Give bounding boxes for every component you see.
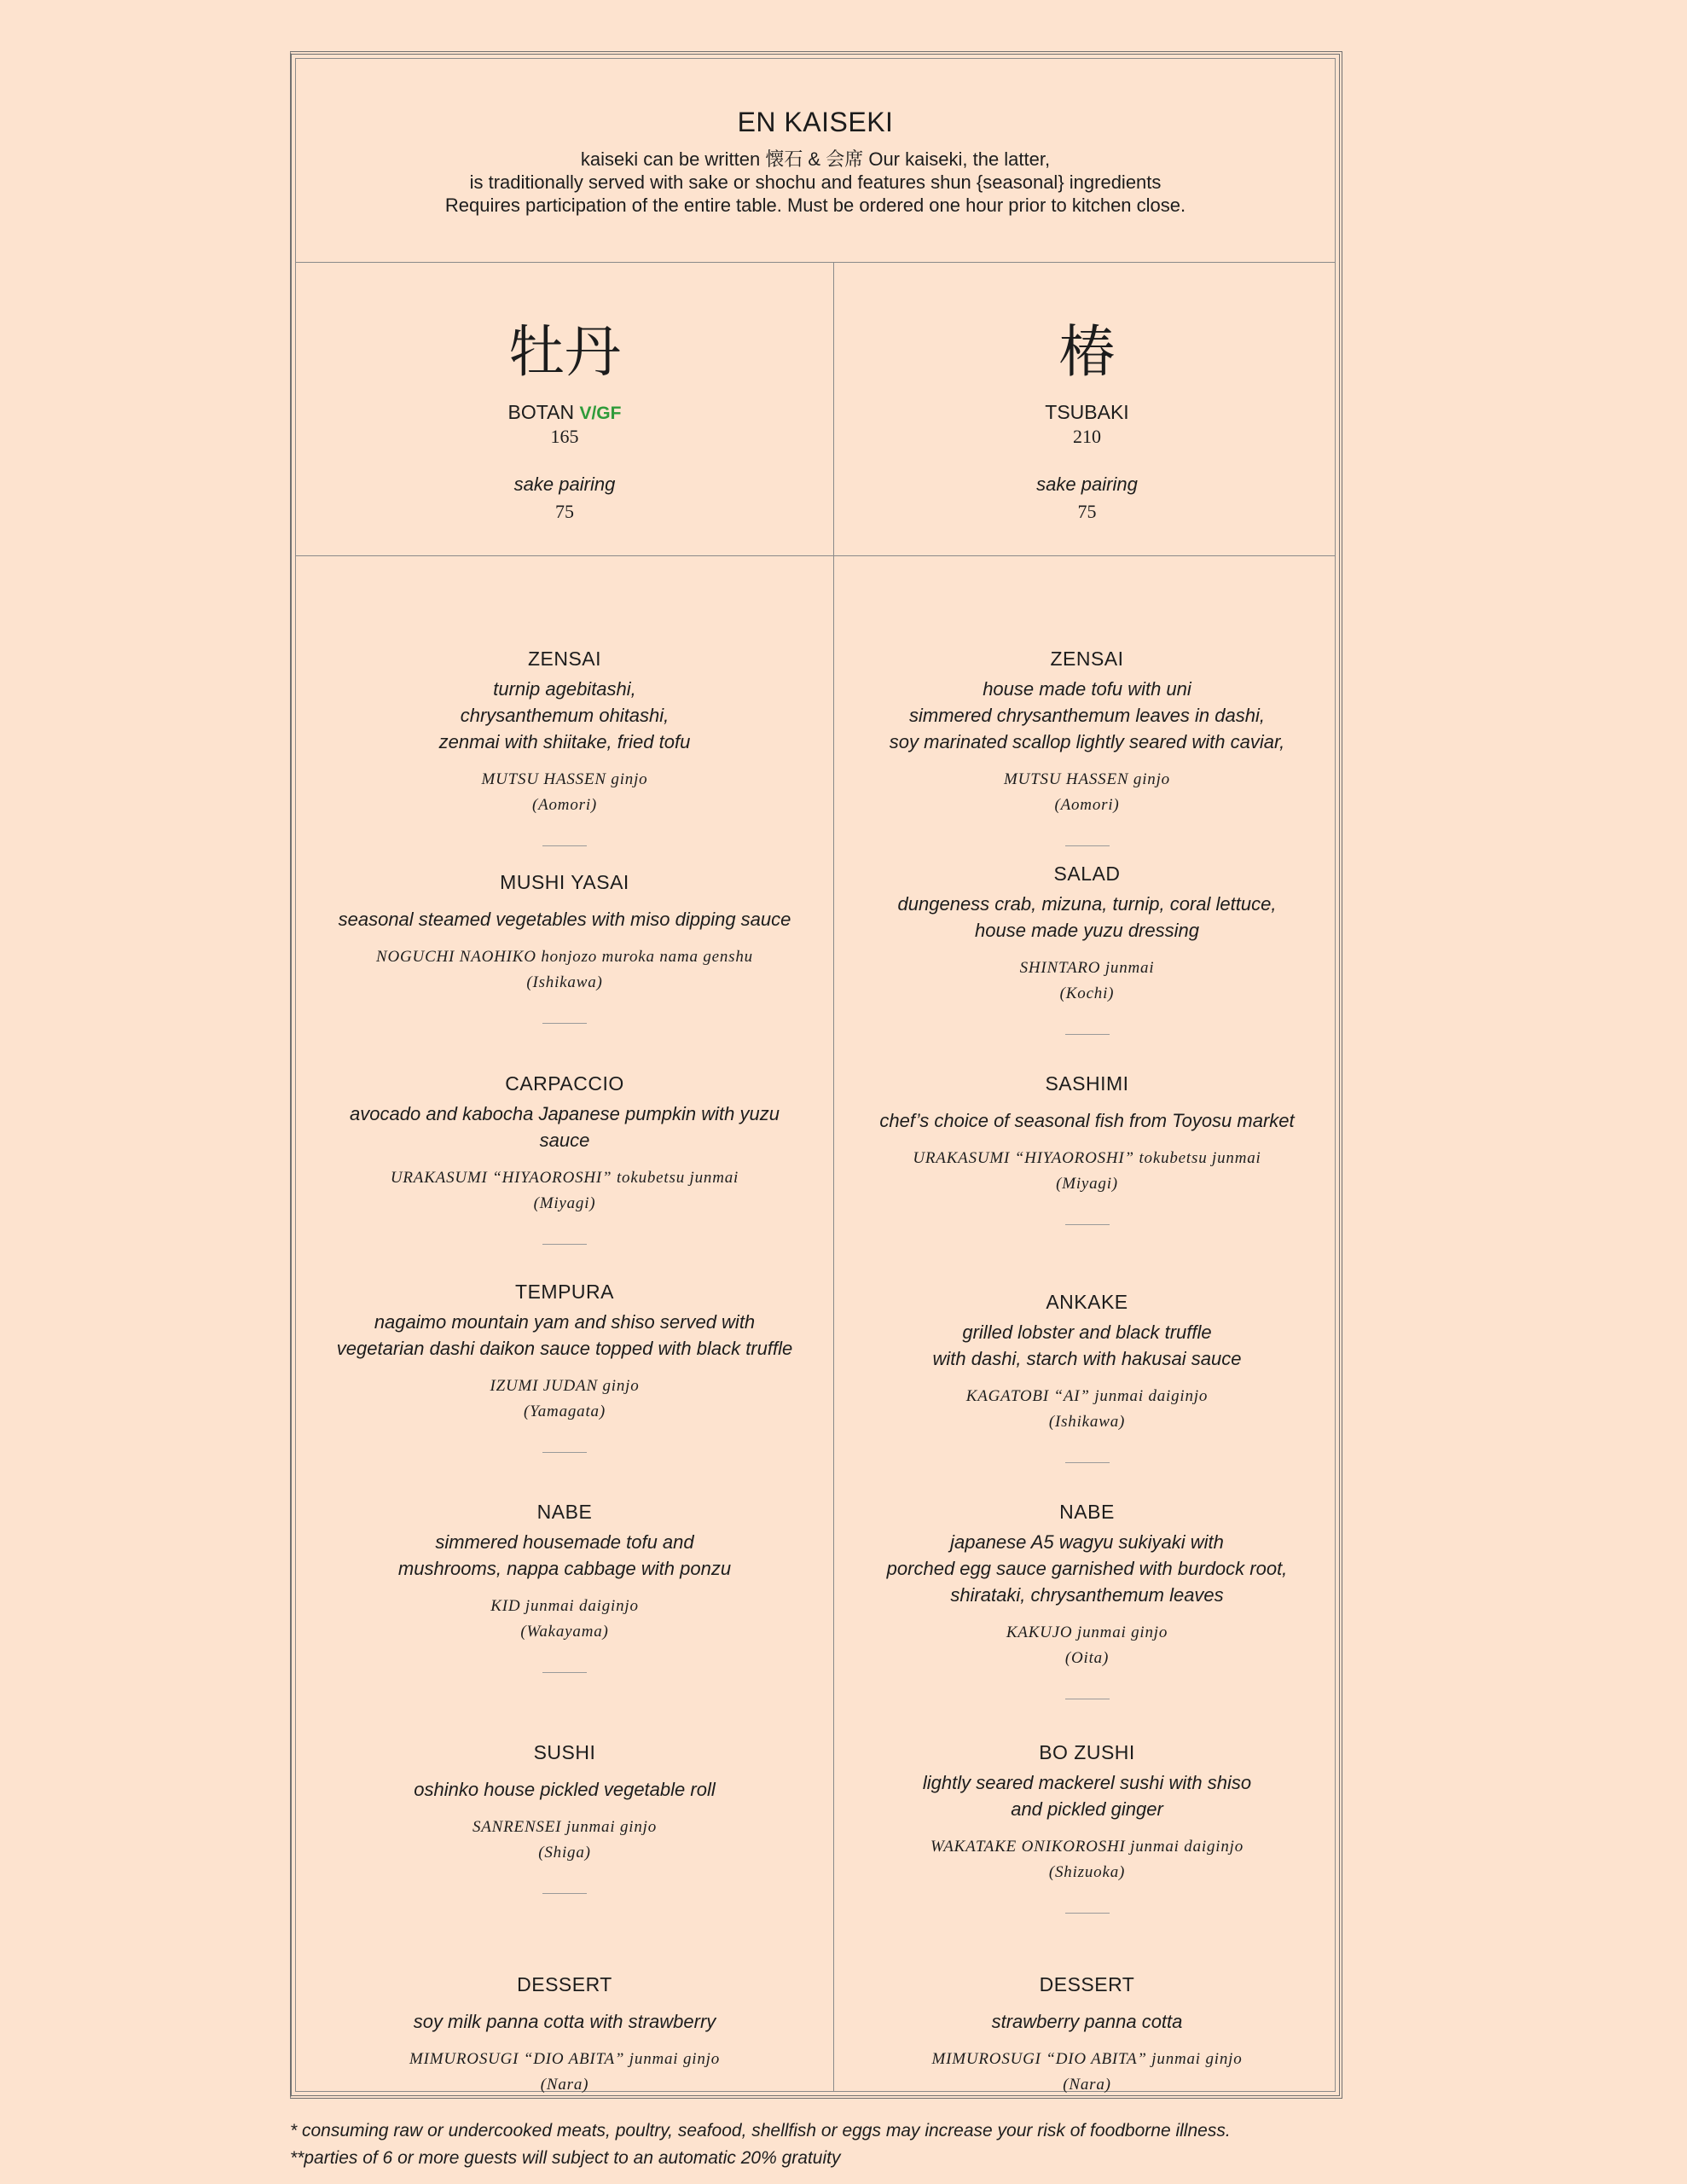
description-line: shirataki, chrysanthemum leaves <box>950 1584 1224 1606</box>
sake-pairing-name: MIMUROSUGI “DIO ABITA” junmai ginjo <box>409 2050 720 2068</box>
course-description <box>834 1107 1340 1134</box>
tier-price: 165 <box>550 426 579 447</box>
sake-region: (Wakayama) <box>520 1623 609 1641</box>
sake-pairing-name: MUTSU HASSEN ginjo <box>481 770 648 788</box>
course-description <box>296 676 833 755</box>
course-description <box>834 2008 1340 2035</box>
sake-pairing-name: KAGATOBI “AI” junmai daiginjo <box>965 1387 1209 1405</box>
tier-header-row <box>296 262 1335 556</box>
course-divider <box>542 845 587 846</box>
course-title: NABE <box>1059 1501 1115 1523</box>
sake-pairing-price: 75 <box>1077 501 1097 522</box>
sake-region: (Kochi) <box>1059 985 1115 1002</box>
course-carpaccio <box>296 1072 833 1245</box>
description-line: with dashi, starch with hakusai sauce <box>932 1348 1242 1369</box>
intro-line: is traditionally served with sake or shochu and features shun {seasonal} ingredients <box>469 171 1162 193</box>
tier-kanji: 牡丹 <box>508 319 621 385</box>
course-title: SUSHI <box>533 1741 596 1763</box>
course-divider <box>1065 845 1110 846</box>
menu-header <box>296 59 1335 263</box>
course-divider <box>542 1672 587 1673</box>
course-zensai <box>296 648 833 846</box>
menu-footnotes <box>290 2117 1231 2172</box>
course-description <box>834 1319 1340 1372</box>
course-description <box>296 1101 833 1153</box>
description-line: porched egg sauce garnished with burdock root, <box>886 1558 1288 1579</box>
botan-courses <box>296 555 833 2094</box>
sake-pairing-name: URAKASUMI “HIYAOROSHI” tokubetsu junmai <box>390 1169 739 1187</box>
description-line: simmered housemade tofu and <box>435 1531 694 1553</box>
course-divider <box>1065 1034 1110 1035</box>
sake-region: (Miyagi) <box>533 1194 596 1212</box>
tier-name-text: TSUBAKI <box>1045 401 1129 423</box>
sake-pairing-name: NOGUCHI NAOHIKO honjozo muroka nama genshu <box>376 948 753 966</box>
course-tempura <box>296 1281 833 1453</box>
tier-name <box>296 401 833 424</box>
course-title: TEMPURA <box>515 1281 614 1303</box>
course-sushi <box>296 1741 833 1894</box>
course-dessert <box>834 1973 1340 2098</box>
sake-region: (Oita) <box>1064 1649 1110 1667</box>
sake-pairing-label: sake pairing <box>513 473 616 495</box>
course-title: DESSERT <box>1039 1973 1135 1995</box>
sake-region: (Aomori) <box>1054 796 1120 814</box>
vegan-gluten-free-badge: V/GF <box>579 404 622 423</box>
course-ankake <box>834 1291 1340 1463</box>
sake-region: (Miyagi) <box>1056 1175 1118 1193</box>
course-salad <box>834 863 1340 1035</box>
description-line: chrysanthemum ohitashi, <box>460 705 670 726</box>
description-line: sauce <box>539 1130 590 1151</box>
course-divider <box>542 1452 587 1453</box>
sake-pairing-name: KID junmai daiginjo <box>490 1597 639 1615</box>
course-title: CARPACCIO <box>505 1072 624 1095</box>
course-nabe <box>834 1501 1340 1699</box>
intro-line: Requires participation of the entire table. Must be ordered one hour prior to kitchen close. <box>444 195 1186 216</box>
sake-region: (Ishikawa) <box>1048 1413 1126 1431</box>
course-sashimi <box>834 1072 1340 1225</box>
course-description <box>296 1776 833 1803</box>
course-description <box>834 1529 1340 1608</box>
sake-region: (Aomori) <box>531 796 598 814</box>
intro-line: kaiseki can be written 懐石 & 会席 Our kaiseki, the latter, <box>580 148 1051 170</box>
course-title: DESSERT <box>517 1973 612 1995</box>
sake-pairing-label: sake pairing <box>1036 473 1138 495</box>
tier-botan <box>296 262 833 555</box>
menu-inner-border <box>295 58 1336 2092</box>
course-title: SASHIMI <box>1045 1072 1129 1095</box>
course-title: ZENSAI <box>527 648 602 670</box>
course-dessert <box>296 1973 833 2098</box>
course-divider <box>542 1244 587 1245</box>
description-line: grilled lobster and black truffle <box>962 1321 1212 1343</box>
course-nabe <box>296 1501 833 1673</box>
description-line: and pickled ginger <box>1011 1798 1163 1820</box>
sake-region: (Ishikawa) <box>526 973 603 991</box>
sake-region: (Shiga) <box>538 1844 591 1862</box>
sake-region: (Yamagata) <box>524 1403 606 1420</box>
course-title: BO ZUSHI <box>1039 1741 1135 1763</box>
course-title: ANKAKE <box>1046 1291 1128 1313</box>
sake-pairing-name: MUTSU HASSEN ginjo <box>1004 770 1170 788</box>
course-divider <box>1065 1462 1110 1463</box>
footnote-gratuity: **parties of 6 or more guests will subject to an automatic 20% gratuity <box>290 2148 841 2168</box>
course-description <box>296 906 833 932</box>
sake-pairing-name: SANRENSEI junmai ginjo <box>472 1818 658 1836</box>
description-line: japanese A5 wagyu sukiyaki with <box>950 1531 1224 1553</box>
tier-name-text: BOTAN <box>507 401 575 423</box>
tier-name <box>834 401 1340 424</box>
sake-pairing-name: KAKUJO junmai ginjo <box>1006 1623 1168 1641</box>
description-line: turnip agebitashi, <box>493 678 636 700</box>
course-title: SALAD <box>1053 863 1121 885</box>
sake-pairing-name: WAKATAKE ONIKOROSHI junmai daiginjo <box>930 1838 1244 1856</box>
tier-kanji: 椿 <box>1058 319 1116 385</box>
description-line: mushrooms, nappa cabbage with ponzu <box>397 1558 732 1579</box>
description-line: seasonal steamed vegetables with miso dipping sauce <box>338 909 791 930</box>
description-line: simmered chrysanthemum leaves in dashi, <box>909 705 1265 726</box>
footnote-foodborne: * consuming raw or undercooked meats, poultry, seafood, shellfish or eggs may increase your risk of foodborne illness. <box>290 2121 1231 2140</box>
description-line: lightly seared mackerel sushi with shiso <box>922 1772 1252 1793</box>
course-zensai <box>834 648 1340 846</box>
description-line: house made yuzu dressing <box>975 920 1199 941</box>
menu-frame <box>290 51 1342 2099</box>
sake-pairing-name: SHINTARO junmai <box>1019 959 1155 977</box>
course-description <box>296 2008 833 2035</box>
course-mushi-yasai <box>296 871 833 1024</box>
description-line: house made tofu with uni <box>983 678 1191 700</box>
description-line: oshinko house pickled vegetable roll <box>414 1779 716 1800</box>
course-title: ZENSAI <box>1050 648 1124 670</box>
description-line: chef’s choice of seasonal fish from Toyosu market <box>879 1110 1295 1131</box>
sake-pairing-name: MIMUROSUGI “DIO ABITA” junmai ginjo <box>931 2050 1243 2068</box>
course-bo-zushi <box>834 1741 1340 1914</box>
description-line: soy milk panna cotta with strawberry <box>413 2011 716 2032</box>
tsubaki-courses <box>834 555 1340 2094</box>
course-divider <box>1065 1224 1110 1225</box>
course-description <box>834 676 1340 755</box>
sake-pairing-price: 75 <box>555 501 574 522</box>
tier-price: 210 <box>1073 426 1101 447</box>
course-title: NABE <box>536 1501 593 1523</box>
description-line: zenmai with shiitake, fried tofu <box>438 731 691 752</box>
course-description <box>834 891 1340 944</box>
course-description <box>834 1769 1340 1822</box>
sake-pairing-name: URAKASUMI “HIYAOROSHI” tokubetsu junmai <box>913 1149 1261 1167</box>
description-line: nagaimo mountain yam and shiso served with <box>374 1311 756 1333</box>
sake-region: (Nara) <box>540 2076 589 2094</box>
description-line: vegetarian dashi daikon sauce topped with black truffle <box>336 1338 793 1359</box>
menu-title: EN KAISEKI <box>737 107 894 137</box>
course-description <box>296 1309 833 1362</box>
description-line: soy marinated scallop lightly seared with caviar, <box>889 731 1285 752</box>
course-divider <box>542 1893 587 1894</box>
description-line: dungeness crab, mizuna, turnip, coral lettuce, <box>897 893 1277 915</box>
sake-region: (Nara) <box>1063 2076 1111 2094</box>
tier-tsubaki <box>834 262 1340 555</box>
sake-pairing-name: IZUMI JUDAN ginjo <box>490 1377 640 1395</box>
description-line: avocado and kabocha Japanese pumpkin with yuzu <box>350 1103 780 1124</box>
course-title: MUSHI YASAI <box>500 871 629 893</box>
course-divider <box>542 1023 587 1024</box>
course-description <box>296 1529 833 1582</box>
description-line: strawberry panna cotta <box>991 2011 1183 2032</box>
menu-intro <box>296 148 1335 217</box>
course-divider <box>1065 1913 1110 1914</box>
sake-region: (Shizuoka) <box>1048 1863 1126 1881</box>
